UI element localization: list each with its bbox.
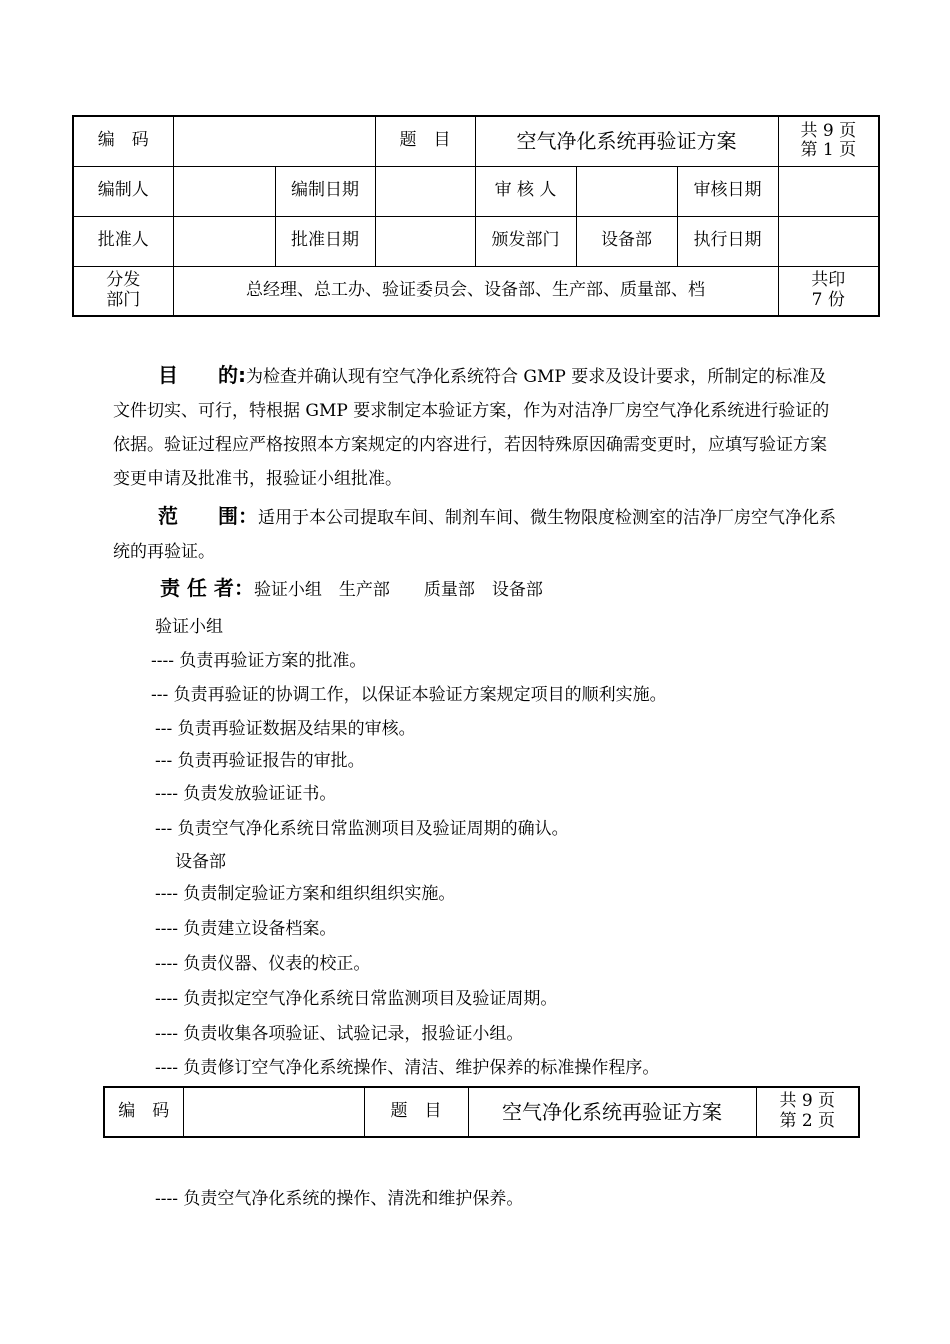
list-item: ---- 负责发放验证证书。: [155, 784, 337, 804]
code-label: 编 码: [73, 116, 173, 166]
document-title: 空气净化系统再验证方案: [468, 1087, 756, 1137]
header-table-page2: [103, 1086, 860, 1138]
review-date-value: [778, 166, 879, 216]
responsible-line: [160, 572, 543, 601]
purpose-text: 为检查并确认现有空气净化系统符合 GMP 要求及设计要求，所制定的标准及文件切实、可行，特根据 GMP 要求制定本验证方案，作为对洁净厂房空气净化系统进行验证的依据。验证过程应严格按照本方案规定的内容进行，若因特殊原因确需变更时，应填写验证方案变更申请及批准书，报验证小组批准。: [113, 367, 830, 489]
preparer-label: 编制人: [73, 166, 173, 216]
list-item: ---- 负责建立设备档案。: [155, 919, 337, 939]
list-item: ---- 负责修订空气净化系统操作、清洁、维护保养的标准操作程序。: [155, 1058, 660, 1078]
page-number: 第 2 页: [779, 1111, 836, 1131]
scope-paragraph: [113, 499, 838, 569]
exec-date-value: [778, 216, 879, 266]
review-date-label: 审核日期: [677, 166, 778, 216]
list-item: --- 负责再验证报告的审批。: [155, 751, 365, 771]
approve-date-value: [375, 216, 475, 266]
list-item: ---- 负责空气净化系统的操作、清洗和维护保养。: [155, 1189, 524, 1209]
issue-dept-value: 设备部: [576, 216, 677, 266]
list-item: ---- 负责收集各项验证、试验记录，报验证小组。: [155, 1024, 524, 1044]
prepare-date-value: [375, 166, 475, 216]
distribution-label-line1: 分发: [106, 270, 141, 291]
approver-label: 批准人: [73, 216, 173, 266]
exec-date-label: 执行日期: [677, 216, 778, 266]
page-info: [778, 116, 879, 166]
reviewer-label: 审 核 人: [475, 166, 576, 216]
page-number: 第 1 页: [800, 140, 857, 161]
reviewer-value: [576, 166, 677, 216]
equipment-title: 设备部: [175, 852, 226, 872]
total-pages: 共 9 页: [800, 120, 857, 141]
distribution-label: [73, 266, 173, 316]
preparer-value: [173, 166, 275, 216]
copies-line2: 7 份: [811, 289, 845, 310]
copies: [778, 266, 879, 316]
topic-label: 题 目: [375, 116, 475, 166]
group-title: 验证小组: [155, 617, 223, 637]
list-item: --- 负责空气净化系统日常监测项目及验证周期的确认。: [155, 819, 569, 839]
copies-line1: 共印: [811, 270, 846, 291]
topic-label: 题 目: [364, 1087, 468, 1137]
responsible-list: 验证小组 生产部 质量部 设备部: [253, 580, 543, 600]
prepare-date-label: 编制日期: [275, 166, 375, 216]
approve-date-label: 批准日期: [275, 216, 375, 266]
list-item: ---- 负责仪器、仪表的校正。: [155, 954, 371, 974]
list-item: ---- 负责再验证方案的批准。: [151, 651, 367, 671]
distribution-value: 总经理、总工办、验证委员会、设备部、生产部、质量部、档: [173, 266, 778, 316]
list-item: --- 负责再验证的协调工作，以保证本验证方案规定项目的顺利实施。: [151, 685, 667, 705]
purpose-colon: :: [238, 363, 246, 387]
list-item: ---- 负责拟定空气净化系统日常监测项目及验证周期。: [155, 989, 558, 1009]
issue-dept-label: 颁发部门: [475, 216, 576, 266]
list-item: ---- 负责制定验证方案和组织组织实施。: [155, 884, 456, 904]
code-value: [183, 1087, 364, 1137]
approver-value: [173, 216, 275, 266]
responsible-heading: 责 任 者: [160, 576, 234, 600]
responsible-colon: ：: [233, 576, 254, 600]
total-pages: 共 9 页: [779, 1091, 836, 1112]
purpose-heading: 目 的: [158, 363, 238, 387]
code-value: [173, 116, 375, 166]
page-info: [756, 1087, 859, 1137]
code-label: 编 码: [104, 1087, 183, 1137]
list-item: --- 负责再验证数据及结果的审核。: [155, 719, 416, 739]
scope-text: 适用于本公司提取车间、制剂车间、微生物限度检测室的洁净厂房空气净化系统的再验证。: [113, 508, 836, 562]
document-title: 空气净化系统再验证方案: [475, 116, 778, 166]
scope-colon: ：: [238, 504, 258, 528]
purpose-paragraph: [113, 358, 838, 496]
distribution-label-line2: 部门: [106, 289, 141, 310]
header-table-page1: [72, 115, 880, 317]
scope-heading: 范 围: [158, 504, 238, 528]
